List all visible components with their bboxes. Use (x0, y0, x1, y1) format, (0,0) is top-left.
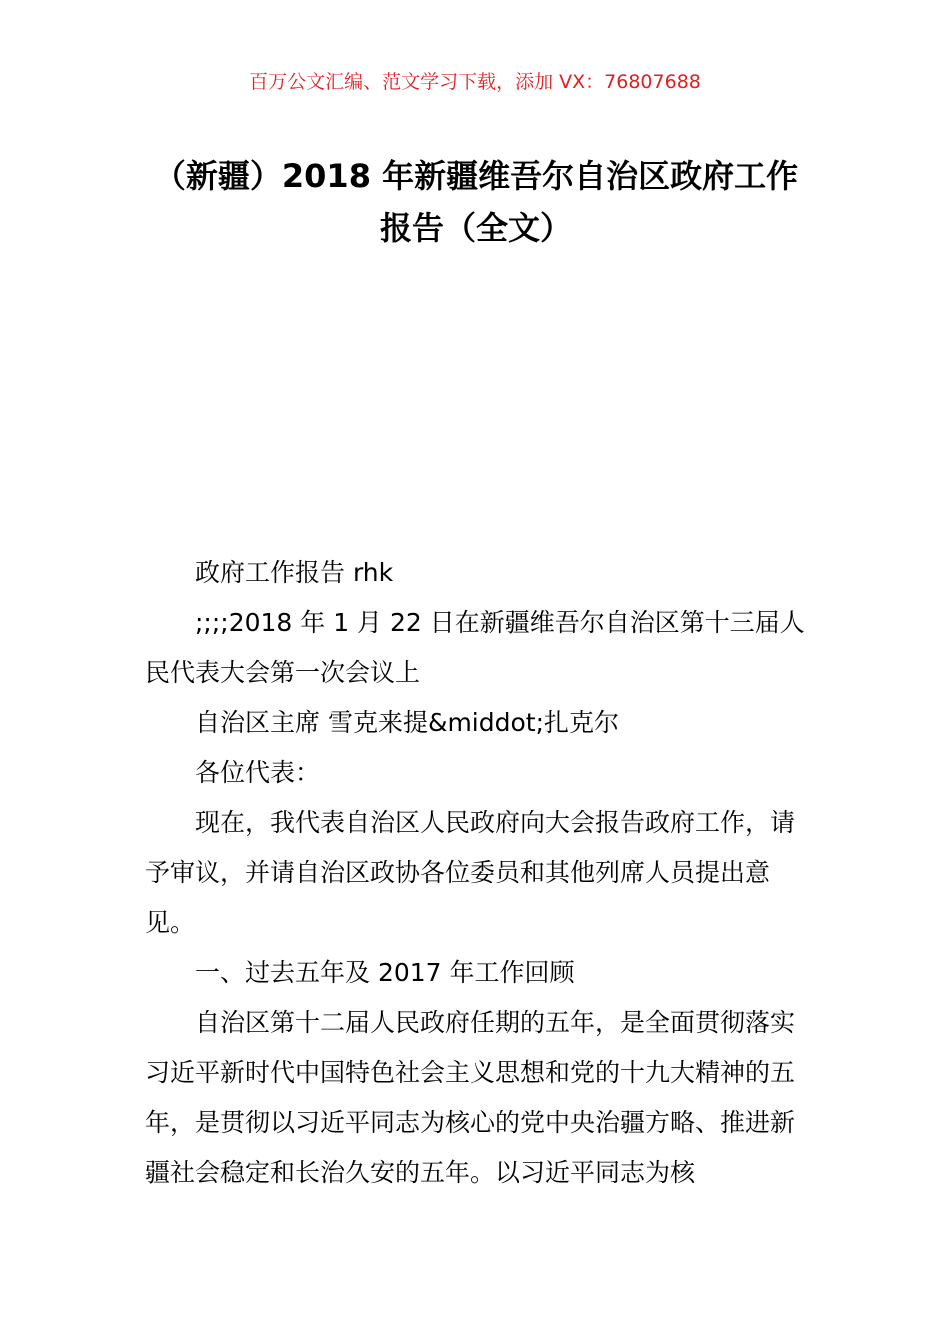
paragraph-salutation: 各位代表： (195, 758, 321, 787)
paragraph-review: 自治区第十二届人民政府任期的五年，是全面贯彻落实习近平新时代中国特色社会主义思想和党的十九大精神的五年，是贯彻以习近平同志为核心的党中央治疆方略、推进新疆社会稳定和长治久安的五年。以习近平同志为核 (145, 1008, 796, 1187)
section-heading-review: 一、过去五年及 2017 年工作回顾 (195, 958, 575, 987)
paragraph-intro: 现在，我代表自治区人民政府向大会报告政府工作，请予审议，并请自治区政协各位委员和其他列席人员提出意见。 (145, 808, 796, 937)
paragraph-report-name: 政府工作报告 rhk (195, 558, 394, 587)
paragraph-speaker: 自治区主席 雪克来提&middot;扎克尔 (195, 708, 620, 737)
document-title: （新疆）2018 年新疆维吾尔自治区政府工作报告（全文） (153, 157, 799, 247)
paragraph-date-venue: ;;;;2018 年 1 月 22 日在新疆维吾尔自治区第十三届人民代表大会第一次会议上 (145, 608, 805, 687)
document-body (145, 548, 807, 1198)
watermark-header: 百万公文汇编、范文学习下载，添加 VX：76807688 (249, 71, 701, 93)
